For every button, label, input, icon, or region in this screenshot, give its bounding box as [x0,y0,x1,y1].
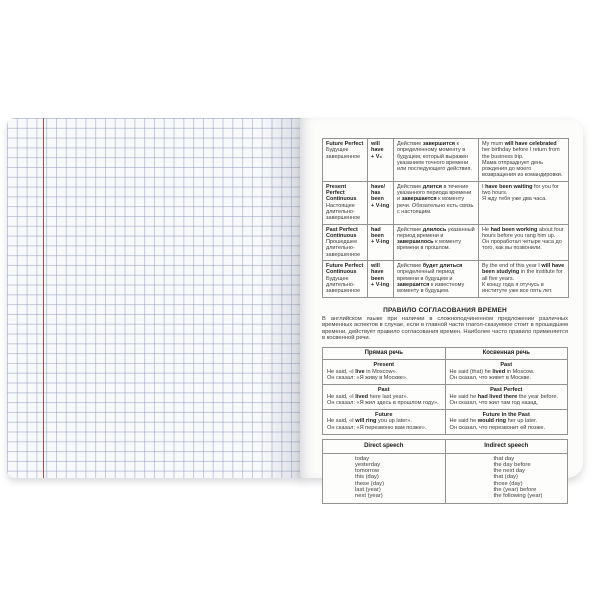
speech-header-indirect: Косвенная речь [445,347,568,360]
table-row [323,385,568,410]
binding-shadow [262,118,302,478]
right-reference-page [300,118,583,500]
speech-cell [445,410,568,435]
example-ru: Он проработал четыре часа до того, как вы позвонили. [482,239,562,252]
tense-name-ru: Будущее завершенное [326,147,361,160]
left-grid-page [7,118,302,478]
example-ru: Я жду тебя уже два часа. [482,196,547,203]
word-item: those (day) [493,480,523,487]
word-item: the following (year) [493,493,543,500]
word-item: last (year) [355,487,381,494]
table-header-row [323,440,568,454]
tense-name-cell [323,181,368,224]
table-header-row [323,347,568,360]
example-en: I have been waiting for you for two hours. [482,183,559,197]
example-en: By the end of this year I will have been studying in the institute for all five years. [482,263,565,282]
example-ru: Он сказал: «Я жил здесь в прошлом году». [327,399,439,406]
tense-example-cell [479,181,569,224]
time-words-table [322,439,568,504]
tense-form-cell: will have + V₃ [368,139,394,182]
word-item: the (year) before [493,487,537,494]
example-ru: Он сказал, что живет в Москве. [449,375,532,381]
tense-name-cell [323,261,368,297]
word-item: that (day) [493,474,518,481]
word-item: tomorrow [355,468,380,475]
tense-name-ru: Настоящее длительно-завершенное [326,202,361,222]
table-row [323,181,569,224]
example-en: He said (that) he lived in Moscow. [449,368,535,375]
tense-name: Past Perfect Continuous [326,226,358,239]
tense-name: Future Perfect Continuous [326,263,364,276]
example-en: He said, «I lived here last year». [327,393,409,400]
page-content [322,138,568,504]
example-ru: Мама отпразднует день рождения до моего возвращения из командировки. [482,159,563,179]
tense-form-cell: will have been + V-ing [368,261,394,297]
tense-label: Past [377,387,390,394]
example-en: He said, «I live in Moscow». [327,368,398,375]
table-row [323,139,569,182]
tense-usage-cell: Действие будет длиться определенный период времени в будущем и завершится к известному моменту в будущем. [394,261,479,297]
tense-form-cell: have/ has been + V-ing [368,181,394,224]
word-item: next (year) [355,493,383,500]
table-row [323,360,568,385]
example-en: He said, «I will ring you up later». [327,418,412,425]
tense-name-cell [323,139,368,182]
speech-cell [323,410,446,435]
example-ru: Он сказал: «Я живу в Москве». [327,375,408,381]
tense-name: Future Perfect [326,141,364,147]
rule-section-paragraph: В английском языке при наличии в сложноподчиненном предложении различных временных аспектов в случае, если в главной части глагол-сказуемое стоит в прошедшем времени, действует правило согласования времен. Наиболее часто правило применяется в косвенной речи. [322,315,568,342]
tense-example-cell [479,261,569,297]
example-en: He said he had lived there the year before. [449,393,559,400]
rule-section-title: ПРАВИЛО СОГЛАСОВАНИЯ ВРЕМЕН [383,306,507,314]
example-en: My mum will have celebrated her birthday before I return from the business trip. [482,141,560,160]
tense-usage-cell: Действие завершится к определенному моменту в будущем, который выражен указанием точного времени или последующего действия. [394,139,479,182]
direct-words-cell [323,453,446,503]
tense-usage-cell: Действие длится в течение указанного периода времени и завершается к моменту речи. Обязательно есть связь с настоящим. [394,181,479,224]
example-ru: Он сказал: «Я перезвоню вам позже». [327,424,427,431]
speech-cell [445,385,568,410]
tense-name-ru: Прошедшее длительно-завершенное [326,239,361,258]
tense-label: Present [373,362,395,369]
tense-form-cell: had been + V-ing [368,224,394,260]
indirect-words-cell [445,453,568,503]
tense-label: Future in the Past [482,412,530,419]
example-ru: К концу года я отучусь в институте уже все пять лет. [482,281,553,295]
example-ru: Он сказал, что перезвонит ей позже. [449,424,546,431]
tenses-table [322,138,569,298]
words-header-direct: Direct speech [323,440,446,454]
red-margin-line [43,118,44,478]
table-row [323,453,568,503]
word-item: these (day) [355,480,384,487]
word-item: yesterday [355,461,381,468]
speech-cell [445,360,568,385]
tense-name: Present Perfect Continuous [326,183,357,203]
speech-table [322,347,568,435]
speech-cell [323,360,446,385]
tense-label: Future [375,412,393,419]
tense-name-ru: Будущее длительно-завершенное [326,275,361,295]
tense-label: Past Perfect [490,387,523,394]
speech-cell [323,385,446,410]
word-item: the day before [493,461,531,468]
tense-usage-cell: Действие длилось указанный период времени и завершилось к моменту времени в прошлом. [394,224,479,260]
tense-example-cell [479,224,569,260]
tense-label: Past [500,362,513,369]
words-header-indirect: Indirect speech [445,440,568,454]
table-row [323,261,569,297]
example-ru: Он сказал, что жил там год назад. [449,399,539,406]
speech-header-direct: Прямая речь [323,347,446,360]
word-item: that day [493,455,515,462]
word-item: today [355,455,370,462]
word-item: the next day [493,468,526,475]
word-item: this (day) [355,474,379,481]
tense-name-cell [323,224,368,260]
tense-example-cell [479,139,569,182]
example-en: He had been working about four hours before you rang him up. [482,226,564,239]
example-en: He said he would ring her up later. [449,418,538,425]
table-row [323,224,569,260]
table-row [323,410,568,435]
